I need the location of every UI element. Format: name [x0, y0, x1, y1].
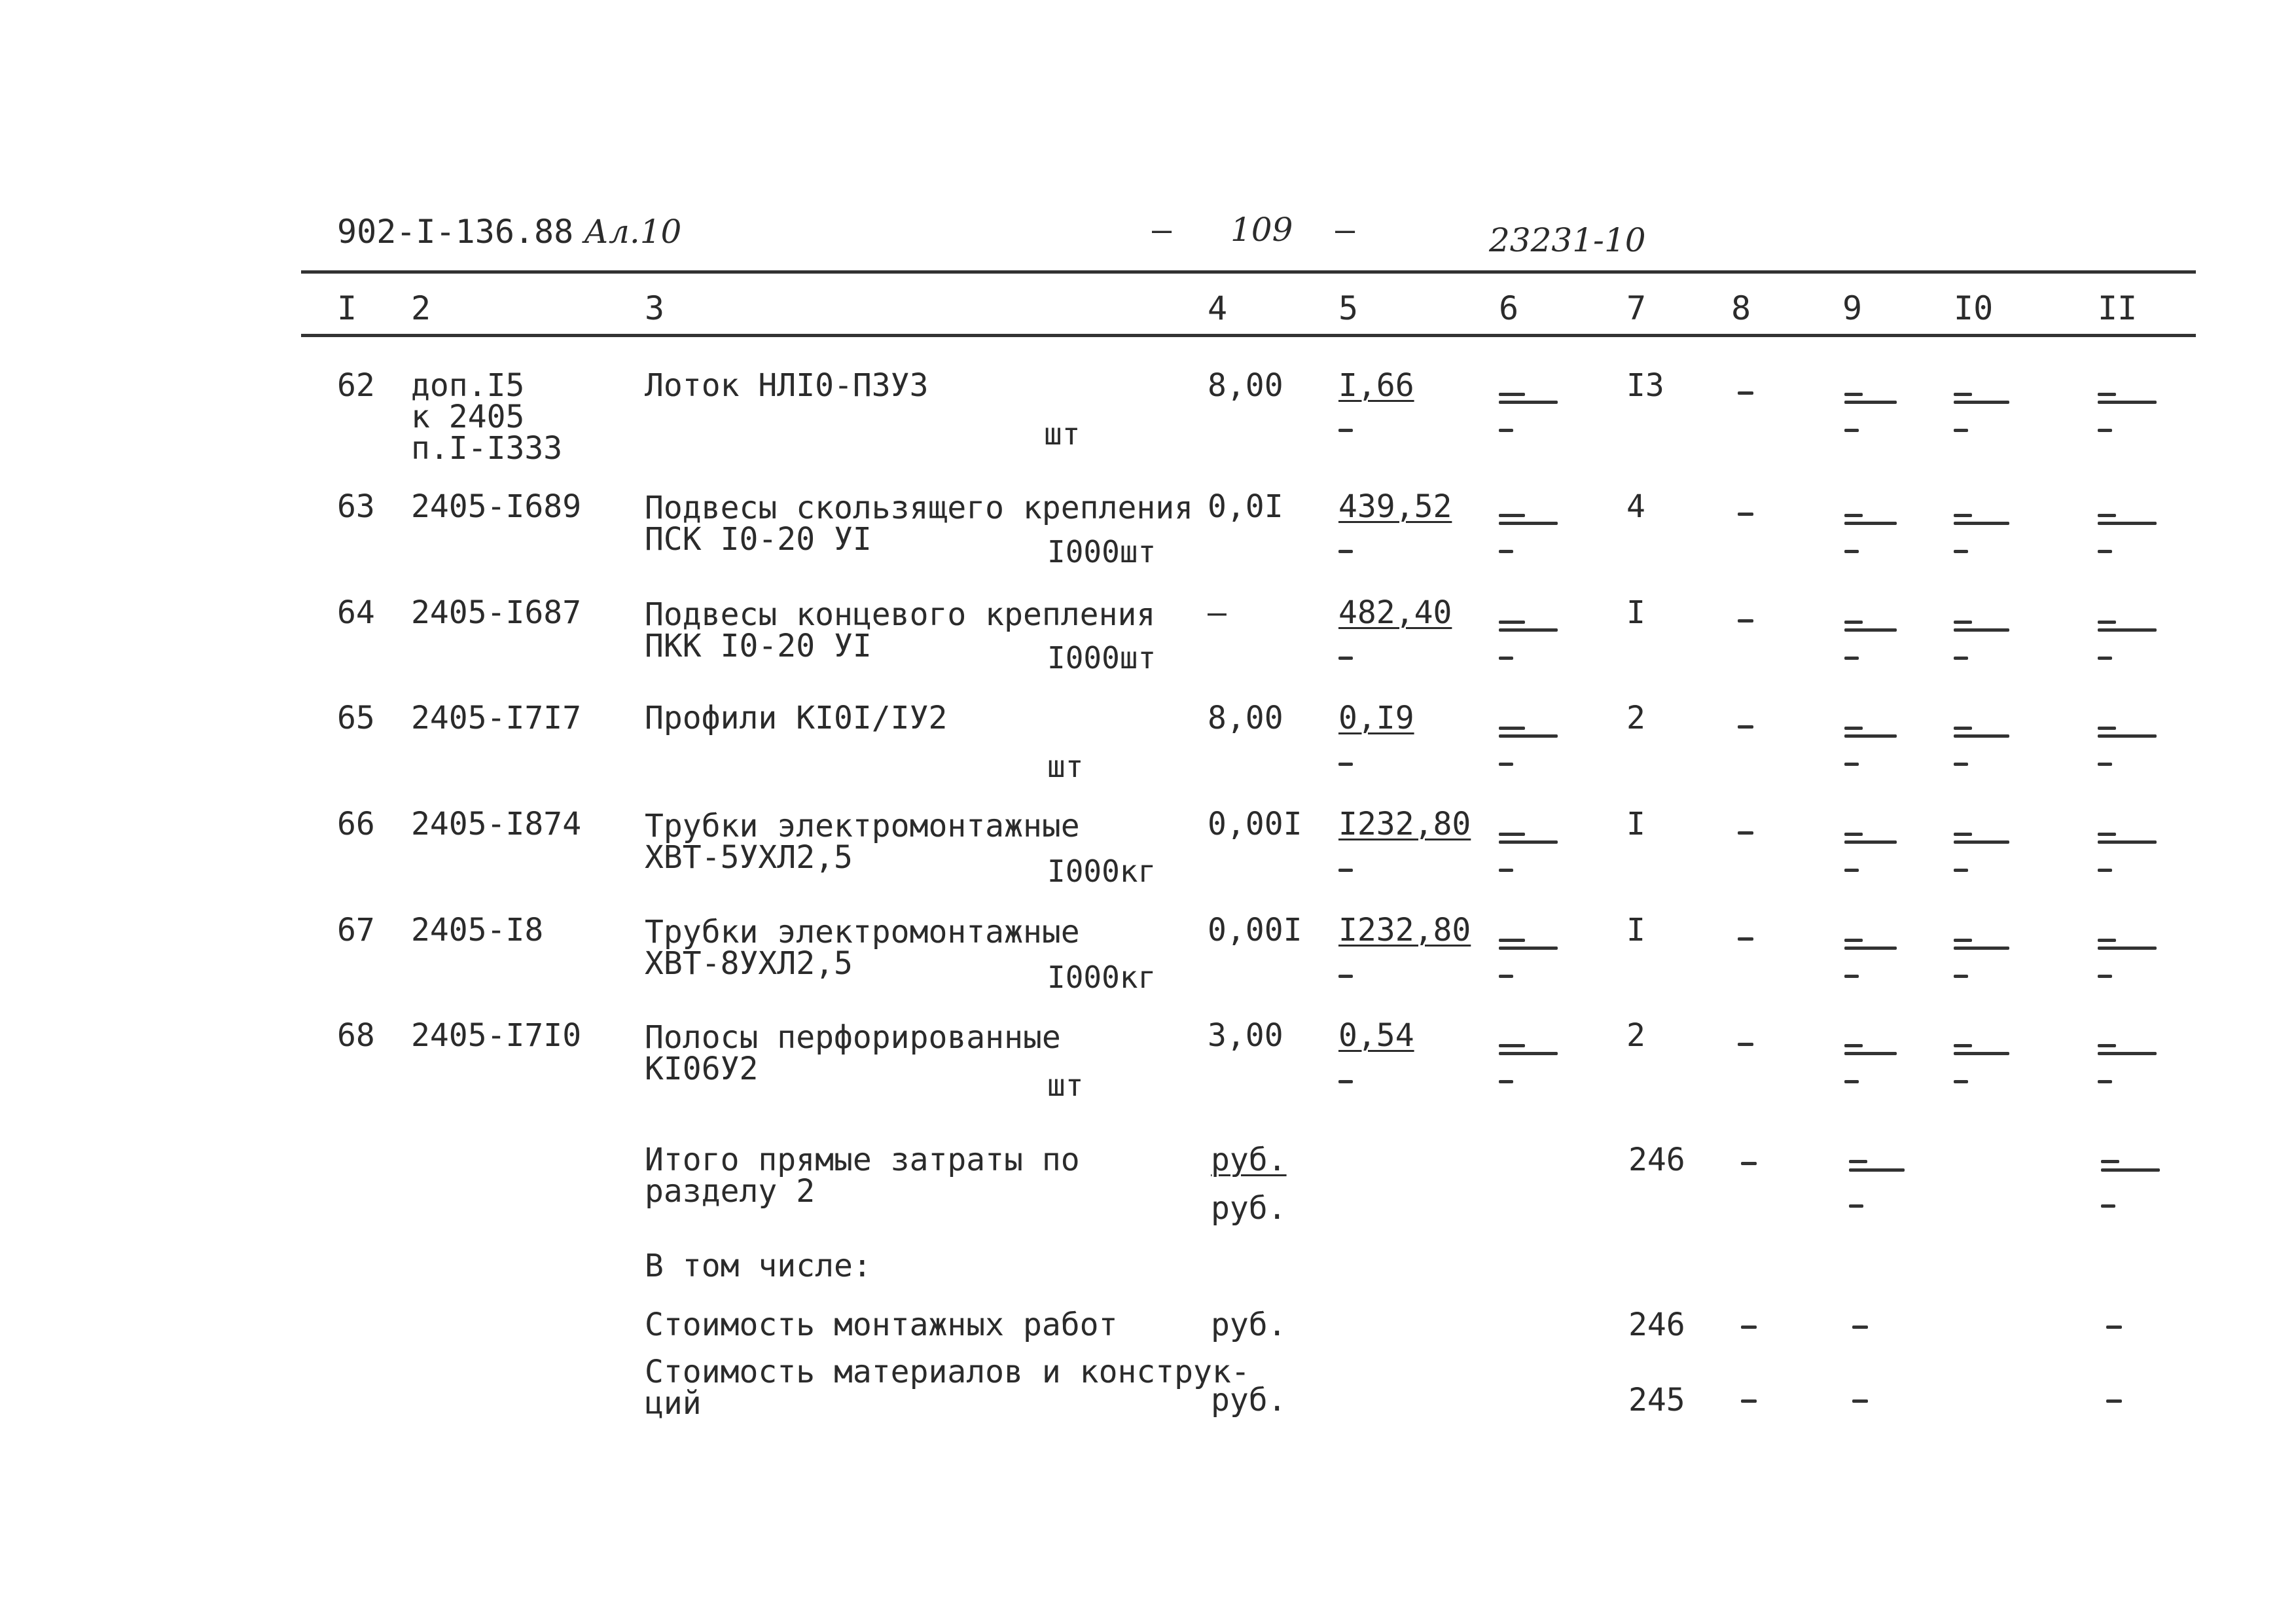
sheet-code: 23231-10: [1489, 221, 1646, 259]
item-unit: I000кг: [1047, 854, 1157, 889]
header-rule-top: [301, 270, 2196, 274]
empty-dash: [1954, 939, 1972, 942]
item-total: 2: [1626, 700, 1645, 736]
item-price: 439,52: [1338, 488, 1452, 525]
empty-dash: [1844, 727, 1863, 730]
empty-dash: [1844, 393, 1863, 396]
empty-dash: [1954, 975, 1968, 978]
row-number: 63: [337, 488, 375, 525]
item-price: I232,80: [1338, 806, 1471, 842]
item-price: I,66: [1338, 367, 1414, 404]
empty-dash: [1741, 1326, 1757, 1329]
empty-dash: [1499, 727, 1525, 730]
empty-dash: [1849, 1160, 1867, 1163]
empty-dash: [1954, 727, 1972, 730]
total-direct-label: Итого прямые затраты по разделу 2: [645, 1142, 1080, 1210]
empty-dash: [1499, 833, 1525, 836]
empty-dash: [2098, 657, 2112, 660]
empty-dash: [2098, 840, 2157, 844]
empty-dash: [2098, 429, 2112, 432]
item-unit: шт: [1047, 749, 1084, 784]
header-rule-bottom: [301, 334, 2196, 337]
empty-dash: [2098, 727, 2116, 730]
item-name: Подвесы скользящего крепления ПСК I0-20 УI: [645, 490, 1194, 558]
empty-dash: [1738, 619, 1753, 623]
empty-dash: [1338, 763, 1353, 766]
col-10: I0: [1954, 289, 1994, 327]
empty-dash: [1954, 947, 2009, 950]
item-name: Полосы перфорированные КI06У2: [645, 1019, 1061, 1087]
empty-dash: [2101, 1168, 2160, 1172]
total-direct-value: 246: [1628, 1142, 1685, 1178]
page-dash-left: –: [1152, 211, 1172, 249]
col-4: 4: [1208, 289, 1228, 327]
materials-cost-value: 245: [1628, 1382, 1685, 1418]
item-price: 482,40: [1338, 594, 1452, 631]
empty-dash: [1499, 621, 1525, 624]
item-total: I: [1626, 912, 1645, 948]
empty-dash: [1338, 869, 1353, 872]
empty-dash: [1499, 393, 1525, 396]
item-name: Профили КI0I/IУ2: [645, 700, 948, 736]
row-number: 62: [337, 367, 375, 404]
item-code: 2405-I7I7: [411, 700, 582, 736]
empty-dash: [1499, 975, 1513, 978]
row-number: 66: [337, 806, 375, 842]
empty-dash: [2098, 947, 2157, 950]
col-6: 6: [1499, 289, 1519, 327]
row-number: 68: [337, 1017, 375, 1054]
item-name: Лоток НЛI0-ПЗУ3: [645, 367, 929, 404]
item-name: Трубки электромонтажные ХВТ-8УХЛ2,5: [645, 914, 1080, 982]
empty-dash: [1849, 1204, 1863, 1208]
col-5: 5: [1338, 289, 1359, 327]
empty-dash: [1954, 833, 1972, 836]
empty-dash: [1499, 1080, 1513, 1083]
empty-dash: [2098, 1080, 2112, 1083]
empty-dash: [1844, 628, 1897, 632]
empty-dash: [1954, 763, 1968, 766]
empty-dash: [1499, 734, 1558, 738]
empty-dash: [1844, 734, 1897, 738]
empty-dash: [1338, 1080, 1353, 1083]
item-qty: 8,00: [1208, 367, 1283, 404]
empty-dash: [1954, 401, 2009, 404]
empty-dash: [1499, 429, 1513, 432]
empty-dash: [1738, 391, 1753, 395]
install-cost-label: Стоимость монтажных работ: [645, 1307, 1118, 1343]
col-7: 7: [1626, 289, 1647, 327]
empty-dash: [1499, 522, 1558, 525]
empty-dash: [1954, 657, 1968, 660]
install-cost-unit: руб.: [1211, 1307, 1287, 1343]
page-dash-right: –: [1335, 211, 1355, 249]
empty-dash: [1954, 1080, 1968, 1083]
empty-dash: [1338, 550, 1353, 553]
doc-code-number: 902-I-136.88: [337, 213, 574, 251]
empty-dash: [1741, 1162, 1757, 1165]
empty-dash: [1954, 1052, 2009, 1055]
empty-dash: [1338, 429, 1353, 432]
empty-dash: [1338, 657, 1353, 660]
empty-dash: [2098, 628, 2157, 632]
empty-dash: [1738, 725, 1753, 729]
col-8: 8: [1731, 289, 1751, 327]
item-unit: I000шт: [1047, 640, 1157, 676]
empty-dash: [1954, 628, 2009, 632]
item-qty: 0,00I: [1208, 912, 1302, 948]
empty-dash: [1844, 833, 1863, 836]
col-2: 2: [411, 289, 431, 327]
empty-dash: [2098, 734, 2157, 738]
empty-dash: [1844, 522, 1897, 525]
empty-dash: [1738, 513, 1753, 516]
empty-dash: [1499, 657, 1513, 660]
item-total: 2: [1626, 1017, 1645, 1054]
item-price: I232,80: [1338, 912, 1471, 948]
empty-dash: [1844, 401, 1897, 404]
item-unit: I000шт: [1047, 534, 1157, 569]
item-qty: 0,00I: [1208, 806, 1302, 842]
empty-dash: [2098, 393, 2116, 396]
empty-dash: [1852, 1399, 1868, 1403]
empty-dash: [2098, 514, 2116, 517]
empty-dash: [1738, 1043, 1753, 1046]
col-3: 3: [645, 289, 665, 327]
item-code: 2405-I687: [411, 594, 582, 631]
item-price: 0,54: [1338, 1017, 1414, 1054]
including-label: В том числе:: [645, 1248, 872, 1284]
empty-dash: [2098, 1052, 2157, 1055]
empty-dash: [2098, 401, 2157, 404]
empty-dash: [2098, 522, 2157, 525]
col-9: 9: [1842, 289, 1863, 327]
item-qty: 0,0I: [1208, 488, 1283, 525]
item-code: 2405-I7I0: [411, 1017, 582, 1054]
item-total: I: [1626, 594, 1645, 631]
materials-cost-label: Стоимость материалов и конструк- ций: [645, 1354, 1250, 1422]
row-number: 64: [337, 594, 375, 631]
empty-dash: [1499, 1052, 1558, 1055]
empty-dash: [2106, 1326, 2122, 1329]
empty-dash: [1844, 1052, 1897, 1055]
album-number: Ал.10: [584, 213, 682, 251]
row-number: 67: [337, 912, 375, 948]
empty-dash: [1844, 939, 1863, 942]
empty-dash: [1844, 947, 1897, 950]
empty-dash: [2098, 975, 2112, 978]
empty-dash: [1844, 550, 1859, 553]
empty-dash: [1738, 831, 1753, 835]
empty-dash: [1844, 657, 1859, 660]
item-code: доп.I5 к 2405 п.I-I333: [411, 367, 563, 467]
empty-dash: [1499, 869, 1513, 872]
page-number: 109: [1230, 211, 1293, 249]
item-code: 2405-I8: [411, 912, 544, 948]
empty-dash: [1844, 840, 1897, 844]
empty-dash: [1954, 429, 1968, 432]
empty-dash: [1954, 621, 1972, 624]
empty-dash: [1338, 975, 1353, 978]
empty-dash: [1954, 840, 2009, 844]
empty-dash: [2098, 939, 2116, 942]
item-total: I3: [1626, 367, 1664, 404]
empty-dash: [2101, 1160, 2119, 1163]
empty-dash: [2098, 621, 2116, 624]
empty-dash: [2098, 833, 2116, 836]
empty-dash: [1849, 1168, 1905, 1172]
item-total: 4: [1626, 488, 1645, 525]
empty-dash: [1954, 550, 1968, 553]
item-qty: 8,00: [1208, 700, 1283, 736]
item-qty: –: [1208, 594, 1227, 631]
empty-dash: [1844, 621, 1863, 624]
empty-dash: [2106, 1399, 2122, 1403]
item-code: 2405-I689: [411, 488, 582, 525]
empty-dash: [1738, 937, 1753, 941]
empty-dash: [2098, 1044, 2116, 1047]
item-unit: шт: [1044, 416, 1081, 452]
item-qty: 3,00: [1208, 1017, 1283, 1054]
item-name: Трубки электромонтажные ХВТ-5УХЛ2,5: [645, 808, 1080, 876]
empty-dash: [1844, 1080, 1859, 1083]
empty-dash: [1844, 429, 1859, 432]
empty-dash: [2098, 763, 2112, 766]
empty-dash: [2098, 550, 2112, 553]
install-cost-value: 246: [1628, 1307, 1685, 1343]
empty-dash: [1844, 869, 1859, 872]
empty-dash: [1954, 522, 2009, 525]
empty-dash: [2101, 1204, 2115, 1208]
row-number: 65: [337, 700, 375, 736]
empty-dash: [1499, 628, 1558, 632]
empty-dash: [1954, 734, 2009, 738]
doc-code: [337, 213, 681, 251]
empty-dash: [1954, 393, 1972, 396]
empty-dash: [1954, 1044, 1972, 1047]
total-direct-unit-top: руб.: [1211, 1142, 1287, 1178]
empty-dash: [1954, 869, 1968, 872]
materials-cost-unit: руб.: [1211, 1382, 1287, 1418]
empty-dash: [1499, 939, 1525, 942]
empty-dash: [1499, 840, 1558, 844]
empty-dash: [1844, 1044, 1863, 1047]
item-name: Подвесы концевого крепления ПКК I0-20 УI: [645, 596, 1156, 664]
empty-dash: [1499, 514, 1525, 517]
empty-dash: [2098, 869, 2112, 872]
empty-dash: [1499, 947, 1558, 950]
item-price: 0,I9: [1338, 700, 1414, 736]
empty-dash: [1499, 763, 1513, 766]
empty-dash: [1852, 1326, 1868, 1329]
total-direct-unit-bottom: руб.: [1211, 1190, 1287, 1227]
empty-dash: [1844, 763, 1859, 766]
empty-dash: [1954, 514, 1972, 517]
empty-dash: [1499, 401, 1558, 404]
item-unit: шт: [1047, 1068, 1084, 1103]
col-11: II: [2098, 289, 2138, 327]
empty-dash: [1741, 1399, 1757, 1403]
col-1: I: [337, 289, 357, 327]
empty-dash: [1844, 514, 1863, 517]
empty-dash: [1499, 550, 1513, 553]
item-code: 2405-I874: [411, 806, 582, 842]
item-unit: I000кг: [1047, 960, 1157, 995]
empty-dash: [1499, 1044, 1525, 1047]
empty-dash: [1844, 975, 1859, 978]
item-total: I: [1626, 806, 1645, 842]
